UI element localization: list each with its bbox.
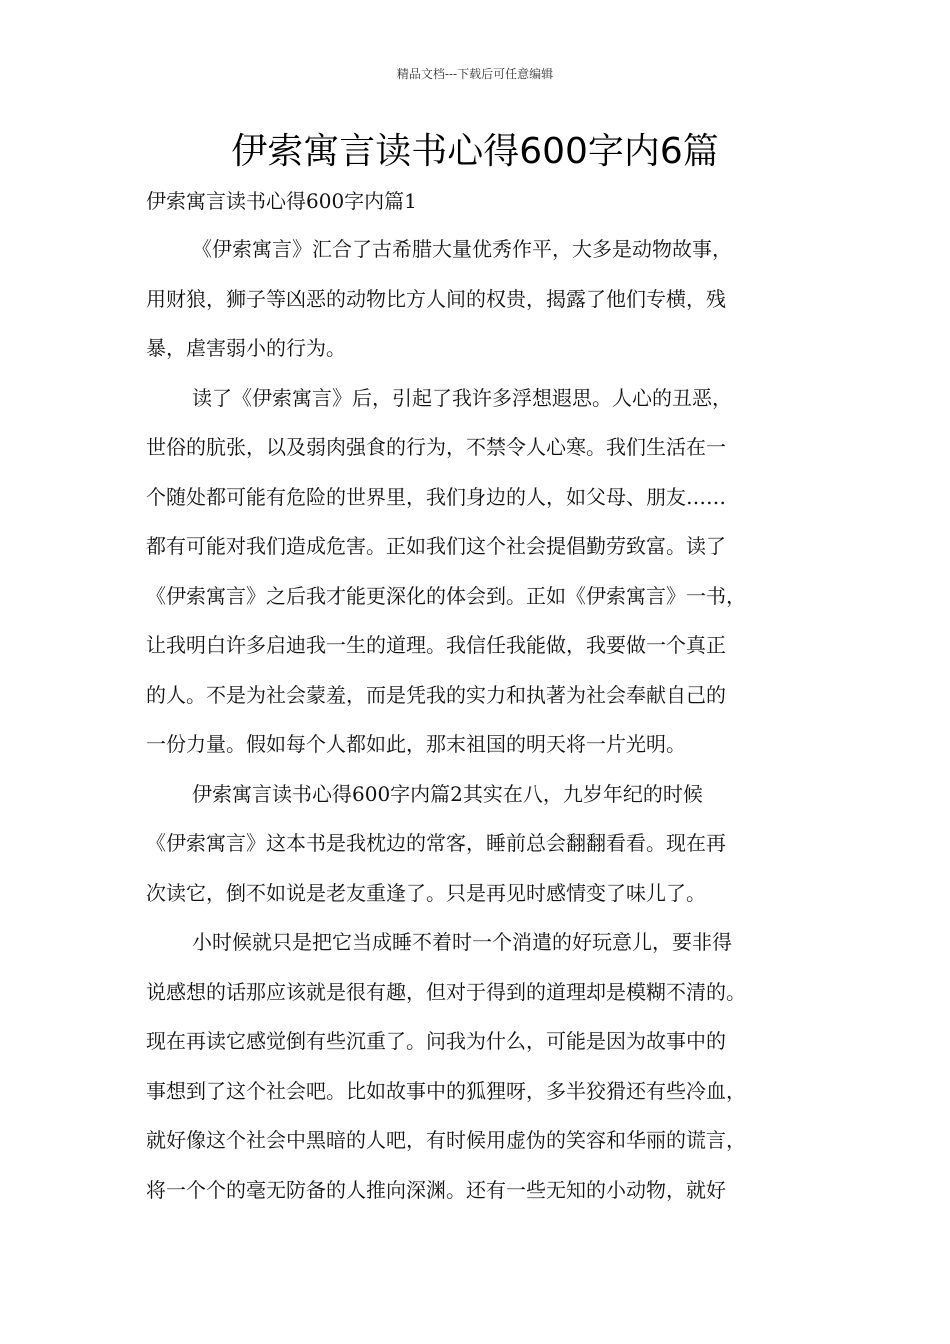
document-body (146, 184, 826, 1222)
text-line: 读了《伊索寓言》后，引起了我许多浮想遐思。人心的丑恶， (192, 385, 732, 410)
paragraph-2 (146, 381, 826, 762)
text-line: 一份力量。假如每个人都如此，那末祖国的明天将一片光明。 (146, 732, 686, 756)
page-header: 精品文档---下载后可任意编辑 (396, 67, 554, 81)
text-line: 的人。不是为社会蒙羞，而是凭我的实力和执著为社会奉献自己的 (146, 682, 726, 707)
text-line: 《伊索寓言》这本书是我枕边的常客，睡前总会翻翻看看。现在再 (146, 831, 726, 855)
text-line: 事想到了这个社会吧。比如故事中的狐狸呀，多半狡猾还有些冷血， (146, 1078, 746, 1103)
text-line: 《伊索寓言》汇合了古希腊大量优秀作平，大多是动物故事， (192, 237, 732, 261)
text-line: 用财狼，狮子等凶恶的动物比方人间的权贵，揭露了他们专横，残 (146, 286, 726, 311)
section-heading: 伊索寓言读书心得600字内篇1 (146, 189, 417, 213)
document-title: 伊索寓言读书心得600字内6篇 (231, 131, 719, 172)
text-line: 让我明白许多启迪我一生的道理。我信任我能做，我要做一个真正 (146, 633, 726, 657)
text-line: 都有可能对我们造成危害。正如我们这个社会提倡勤劳致富。读了 (146, 534, 726, 558)
text-line: 现在再读它感觉倒有些沉重了。问我为什么，可能是因为故事中的 (146, 1029, 726, 1053)
text-line: 就好像这个社会中黑暗的人吧，有时候用虚伪的笑容和华丽的谎言， (146, 1128, 746, 1152)
paragraph-3 (146, 777, 826, 910)
text-line: 将一个个的毫无防备的人推向深渊。还有一些无知的小动物，就好 (146, 1177, 726, 1202)
text-line: 个随处都可能有危险的世界里，我们身边的人，如父母、朋友…… (146, 484, 726, 509)
paragraph-1 (146, 232, 826, 365)
text-line: 伊索寓言读书心得600字内篇2其实在八，九岁年纪的时候 (192, 781, 703, 806)
text-line: 小时候就只是把它当成睡不着时一个消遣的好玩意儿，要非得 (192, 930, 732, 954)
paragraph-4 (146, 925, 826, 1207)
text-line: 《伊索寓言》之后我才能更深化的体会到。正如《伊索寓言》一书， (146, 583, 746, 608)
text-line: 说感想的话那应该就是很有趣，但对于得到的道理却是模糊不清的。 (146, 979, 746, 1004)
text-line: 暴，虐害弱小的行为。 (146, 336, 346, 360)
text-line: 世俗的肮张，以及弱肉强食的行为，不禁令人心寒。我们生活在一 (146, 435, 726, 459)
text-line: 次读它，倒不如说是老友重逢了。只是再见时感情变了味儿了。 (146, 880, 706, 905)
